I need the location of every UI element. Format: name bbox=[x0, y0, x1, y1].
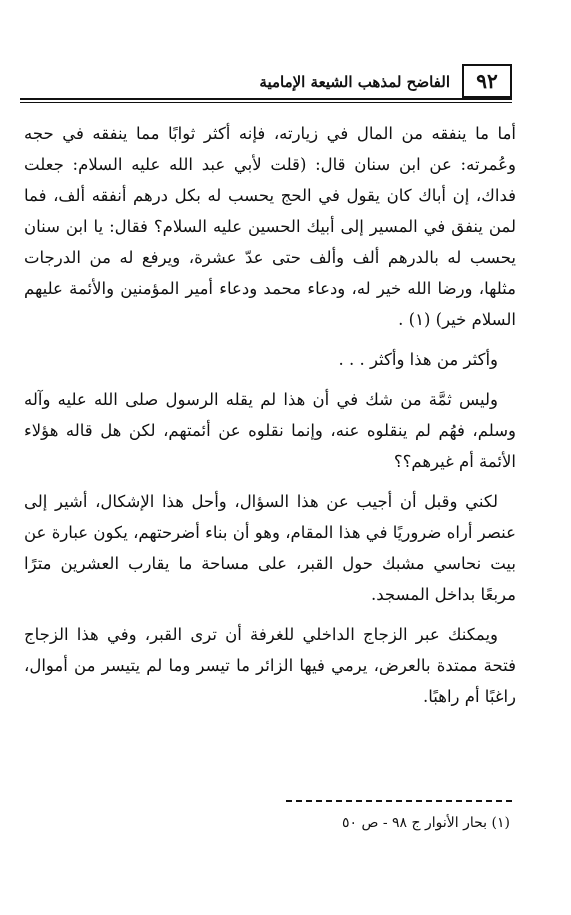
paragraph: وليس ثمَّة من شك في أن هذا لم يقله الرسول صلى الله عليه وآله وسلم، فهُم لم ينقلوه عنه، وإنما نقلوه عن أئمتهم، لكن هل قاله هؤلاء الأئمة أم غيرهم؟؟ bbox=[24, 390, 516, 471]
page-number-text: ٩٢ bbox=[476, 69, 498, 93]
paragraph: أما ما ينفقه من المال في زيارته، فإنه أكثر ثوابًا مما ينفقه في حجه وعُمرته: عن ابن سنان قال: (قلت لأبي عبد الله عليه السلام: جعلت فداك، إن أباك كان يقول في الحج يحسب له بكل درهم أنفقه ألف، فما لمن ينفق في المسير إلى أبيك الحسين عليه السلام؟ فقال: يا ابن سنان يحسب له بالدرهم ألف وألف حتى عدّ عشرة، ويرفع له من الدرجات مثلها، ورضا الله خير له، ودعاء محمد ودعاء أمير المؤمنين والأئمة عليهم السلام خير) (١) . bbox=[24, 124, 516, 329]
footnote bbox=[200, 812, 510, 834]
page-number bbox=[462, 64, 512, 98]
header-rule-thin bbox=[20, 102, 512, 103]
header-rule bbox=[20, 98, 512, 100]
footnote-separator bbox=[286, 800, 512, 802]
paragraph: ويمكنك عبر الزجاج الداخلي للغرفة أن ترى القبر، وفي هذا الزجاج فتحة ممتدة بالعرض، يرمي فيها الزائر ما تيسر وما لم يتيسر من أموال، راغبًا أم راهبًا. bbox=[24, 625, 516, 706]
paragraph: وأكثر من هذا وأكثر . . . bbox=[338, 350, 498, 369]
paragraph: لكني وقبل أن أجيب عن هذا السؤال، وأحل هذا الإشكال، أشير إلى عنصر أراه ضروريًا في هذا المقام، وهو أن بناء أضرحتهم، يكون عبارة عن بيت نحاسي مشبك حول القبر، على مساحة ما يقارب العشرين مترًا مربعًا بداخل المسجد. bbox=[24, 492, 516, 604]
body-text bbox=[24, 118, 516, 712]
book-title: الفاضح لمذهب الشيعة الإمامية bbox=[259, 73, 450, 91]
running-header bbox=[20, 70, 450, 94]
footnote-text: (١) بحار الأنوار ج ٩٨ - ص ٥٠ bbox=[341, 815, 510, 831]
